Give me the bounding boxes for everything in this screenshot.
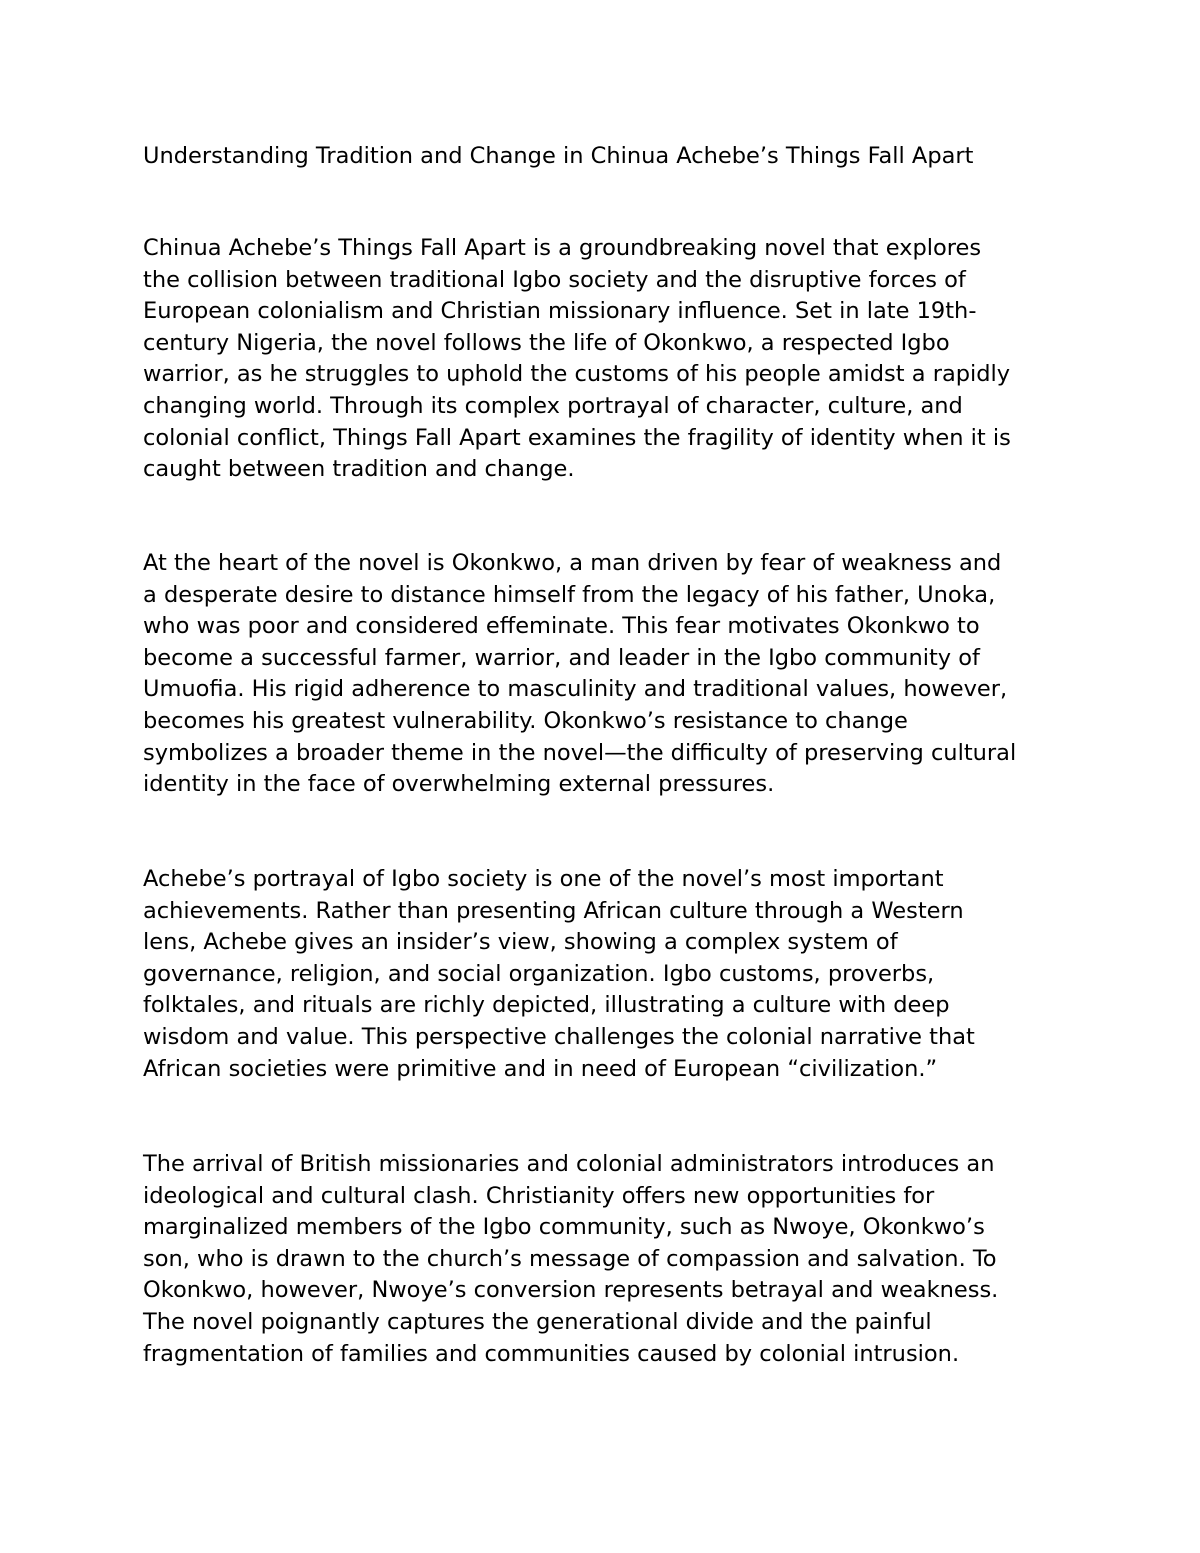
text-line: European colonialism and Christian missionary influence. Set in late 19th- (143, 298, 977, 325)
text-line: Okonkwo, however, Nwoye’s conversion represents betrayal and weakness. (143, 1277, 999, 1304)
text-line: become a successful farmer, warrior, and leader in the Igbo community of (143, 644, 980, 671)
text-line: African societies were primitive and in need of European “civilization.” (143, 1055, 938, 1082)
text-line: the collision between traditional Igbo society and the disruptive forces of (143, 266, 966, 293)
text-line: ideological and cultural clash. Christianity offers new opportunities for (143, 1182, 935, 1209)
text-line: becomes his greatest vulnerability. Okonkwo’s resistance to change (143, 707, 908, 734)
paragraph-colonial-clash (143, 1149, 1078, 1370)
text-line: The novel poignantly captures the generational divide and the painful (143, 1308, 932, 1335)
text-line: century Nigeria, the novel follows the life of Okonkwo, a respected Igbo (143, 329, 950, 356)
text-line: Achebe’s portrayal of Igbo society is one of the novel’s most important (143, 866, 944, 892)
text-line: At the heart of the novel is Okonkwo, a man driven by fear of weakness and (143, 550, 1002, 576)
text-line: fragmentation of families and communities caused by colonial intrusion. (143, 1340, 960, 1367)
text-line: marginalized members of the Igbo community, such as Nwoye, Okonkwo’s (143, 1214, 985, 1241)
text-line: identity in the face of overwhelming external pressures. (143, 771, 775, 798)
paragraph-igbo-society (143, 864, 1078, 1085)
text-line: folktales, and rituals are richly depicted, illustrating a culture with deep (143, 992, 950, 1019)
text-line: colonial conflict, Things Fall Apart examines the fragility of identity when it is (143, 424, 1011, 451)
text-line: lens, Achebe gives an insider’s view, showing a complex system of (143, 929, 898, 956)
paragraph-okonkwo (143, 548, 1078, 801)
text-line: wisdom and value. This perspective challenges the colonial narrative that (143, 1023, 975, 1050)
text-line: a desperate desire to distance himself from the legacy of his father, Unoka, (143, 581, 996, 608)
text-line: who was poor and considered effeminate. This fear motivates Okonkwo to (143, 613, 980, 640)
text-line: The arrival of British missionaries and colonial administrators introduces an (143, 1151, 995, 1177)
document-title: Understanding Tradition and Change in Chinua Achebe’s Things Fall Apart (143, 143, 974, 169)
text-line: changing world. Through its complex portrayal of character, culture, and (143, 392, 963, 419)
text-line: symbolizes a broader theme in the novel—the difficulty of preserving cultural (143, 739, 1017, 766)
text-line: son, who is drawn to the church’s message of compassion and salvation. To (143, 1245, 997, 1272)
text-line: Chinua Achebe’s Things Fall Apart is a groundbreaking novel that explores (143, 235, 982, 261)
text-line: governance, religion, and social organization. Igbo customs, proverbs, (143, 960, 935, 987)
text-line: caught between tradition and change. (143, 456, 575, 483)
text-line: Umuofia. His rigid adherence to masculinity and traditional values, however, (143, 676, 1008, 703)
paragraph-introduction (143, 233, 1078, 486)
text-line: warrior, as he struggles to uphold the customs of his people amidst a rapidly (143, 361, 1011, 388)
text-line: achievements. Rather than presenting African culture through a Western (143, 897, 964, 924)
